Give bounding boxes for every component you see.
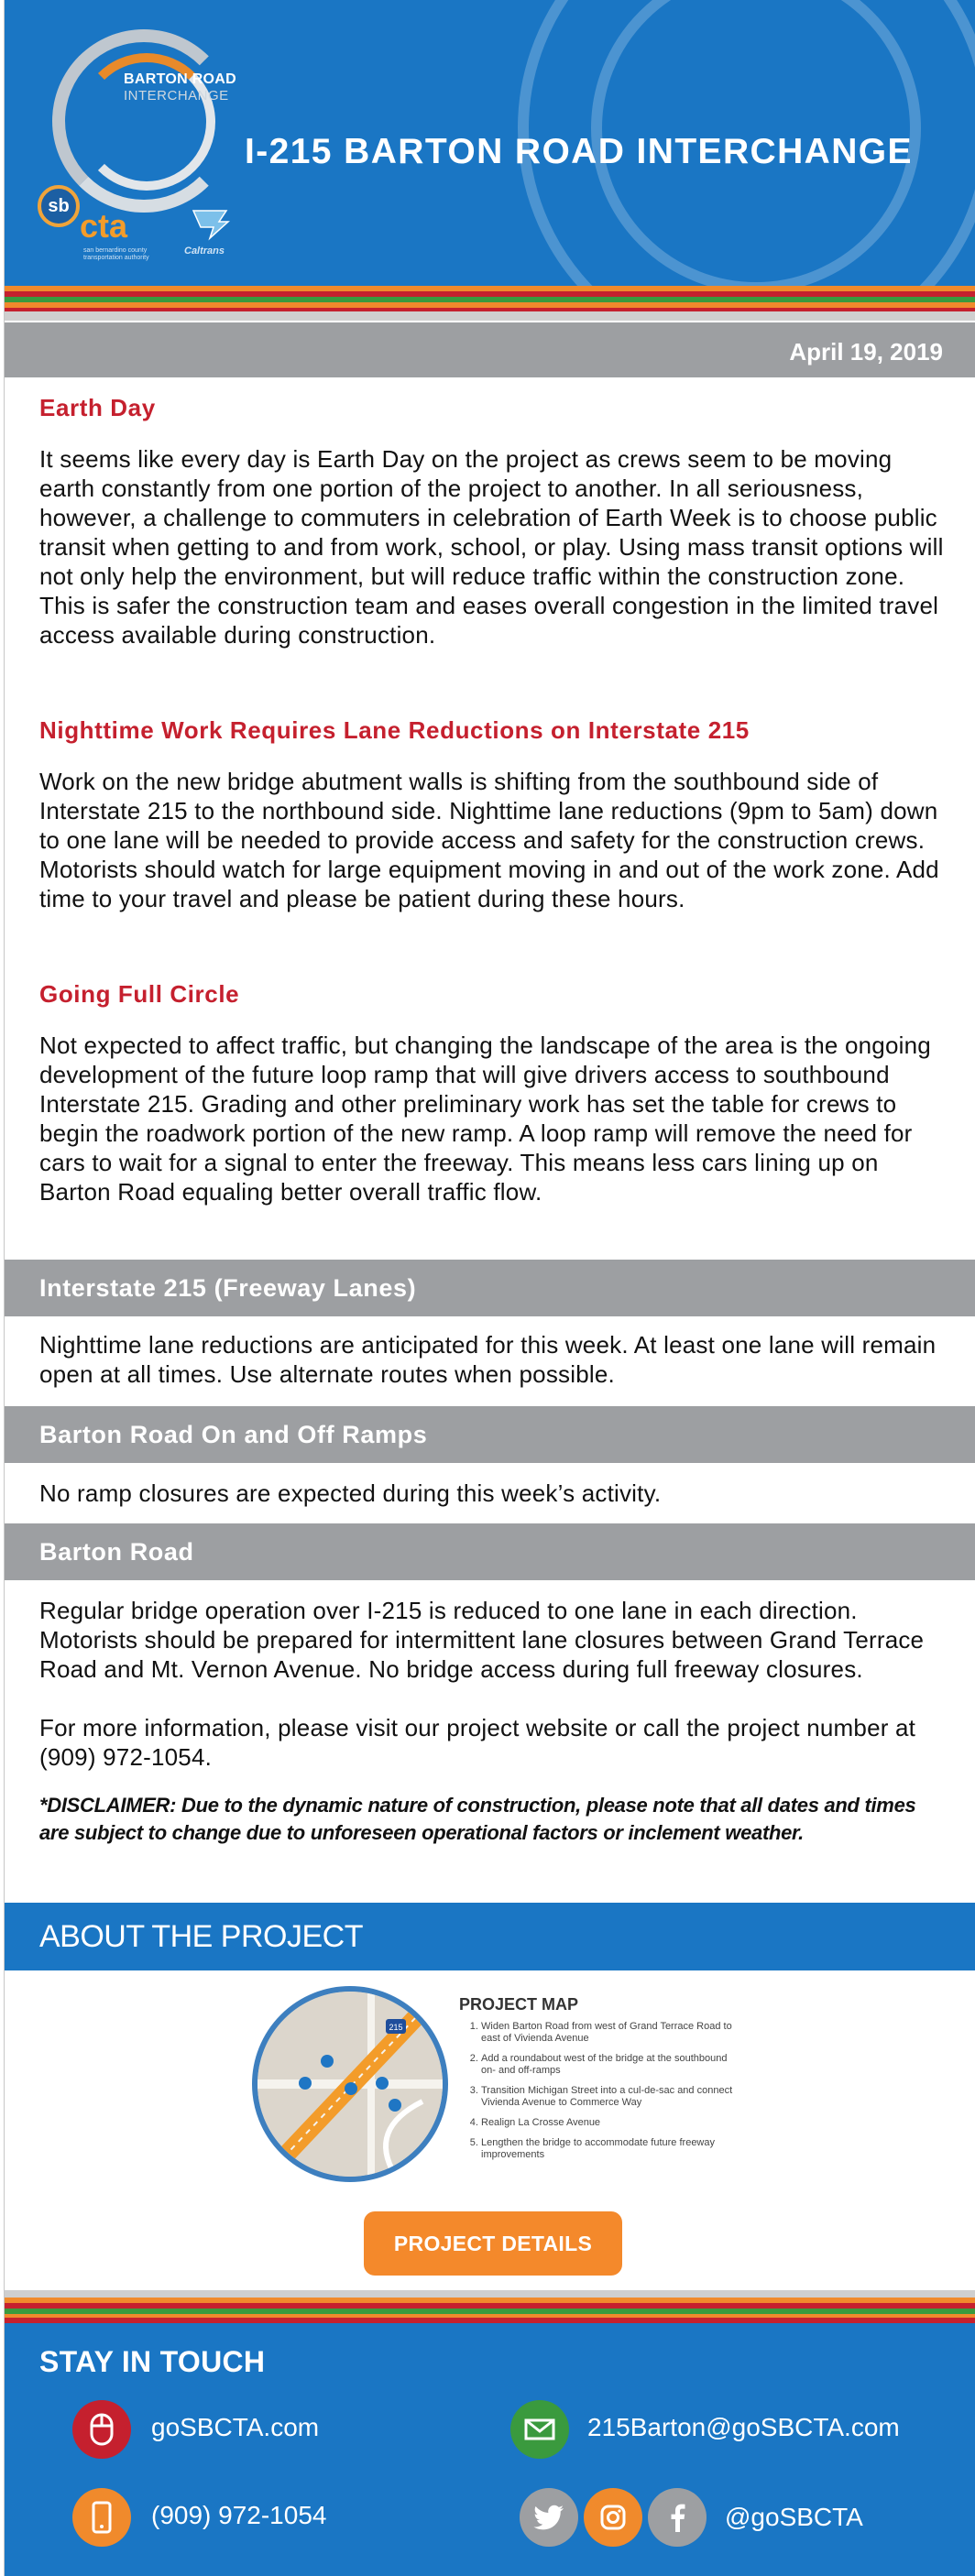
band-content — [39, 1596, 947, 1847]
map-marker — [321, 2055, 334, 2068]
email-link[interactable]: 215Barton@goSBCTA.com — [587, 2413, 900, 2441]
band-body: No ramp closures are expected during this week’s activity. — [39, 1479, 662, 1507]
project-map-image — [252, 1986, 448, 2182]
map-legend-item: 2. Add a roundabout west of the bridge at the southbound on- and off-ramps — [481, 2053, 734, 2077]
article — [39, 394, 947, 649]
mouse-icon[interactable] — [72, 2400, 131, 2459]
map-marker — [376, 2077, 389, 2090]
date-band — [5, 322, 975, 377]
map-marker — [345, 2082, 357, 2095]
logo-line1: BARTON ROAD — [124, 71, 237, 87]
map-legend-item: 4. Realign La Crosse Avenue — [481, 2117, 734, 2129]
caltrans-logo-text: Caltrans — [184, 246, 225, 257]
section-band-freeway — [5, 1260, 975, 1316]
social-handle[interactable]: @goSBCTA — [725, 2503, 863, 2531]
project-map-graphic — [257, 1992, 443, 2177]
section-band-title: Barton Road On and Off Ramps — [39, 1421, 428, 1448]
footer — [5, 2323, 975, 2576]
section-band-title: Barton Road — [39, 1538, 194, 1566]
phone-icon[interactable] — [72, 2488, 131, 2547]
article-body: Not expected to affect traffic, but changing the landscape of the area is the ongoing development of the future loop ramp that will give drivers access to southbound Interstate 215. Grading and other preliminary work has set the table for crews to begin the roadwork portion of the new ramp. A loop ramp will remove the need for cars to wait for a signal to enter the freeway. This means less cars lining up on Barton Road equaling better overall traffic flow. — [39, 1031, 931, 1206]
section-band-title: Interstate 215 (Freeway Lanes) — [39, 1274, 417, 1302]
map-legend-item: 3. Transition Michigan Street into a cul-de-sac and connect Vivienda Avenue to Commerce Way — [481, 2085, 734, 2109]
project-details-button[interactable]: PROJECT DETAILS — [364, 2211, 622, 2276]
band-content — [39, 1330, 947, 1389]
band-content — [39, 1479, 947, 1508]
sbcta-logo-subtext: san bernardino county transportation authority — [83, 247, 149, 261]
mail-icon[interactable] — [510, 2400, 569, 2459]
section-band-ramps — [5, 1406, 975, 1463]
article-heading: Going Full Circle — [39, 980, 240, 1008]
issue-date: April 19, 2019 — [789, 338, 943, 366]
logo-line2: INTERCHANGE — [124, 88, 229, 104]
caltrans-logo-icon — [186, 205, 234, 242]
about-band — [5, 1903, 975, 1970]
map-legend-item: 1. Widen Barton Road from west of Grand Terrace Road to east of Vivienda Avenue — [481, 2021, 734, 2045]
instagram-icon[interactable] — [584, 2488, 642, 2547]
article-heading: Earth Day — [39, 394, 156, 421]
interstate-shield-label: 215 — [389, 2023, 403, 2032]
article-body: It seems like every day is Earth Day on the project as crews seem to be moving earth constantly from one portion of the project to another. In all seriousness, however, a challenge to commuters in celebration of Earth Week is to choose public transit when getting to and from work, school, or play. Using mass transit options will not only help the environment, but will reduce traffic within the construction zone. This is safer the construction team and eases overall congestion in the limited travel access available during construction. — [39, 445, 944, 649]
sbcta-logo-text: cta — [80, 207, 128, 245]
color-stripes — [5, 286, 975, 321]
phone-link[interactable]: (909) 972-1054 — [151, 2501, 327, 2529]
color-stripes — [5, 2290, 975, 2323]
section-band-barton-road — [5, 1523, 975, 1580]
map-marker — [389, 2099, 401, 2112]
band-body: Nighttime lane reductions are anticipated for this week. At least one lane will remain open at all times. Use alternate routes when possible. — [39, 1331, 937, 1388]
map-legend-list — [468, 2021, 734, 2169]
article — [39, 980, 947, 1206]
newsletter — [4, 0, 975, 2576]
stay-in-touch-heading: STAY IN TOUCH — [39, 2345, 266, 2378]
map-marker — [299, 2077, 312, 2090]
more-info-text: For more information, please visit our project website or call the project number at (909) 972-1054. — [39, 1714, 916, 1771]
map-title: PROJECT MAP — [459, 1995, 579, 2014]
website-link[interactable]: goSBCTA.com — [151, 2413, 320, 2441]
page-title: I-215 BARTON ROAD INTERCHANGE — [245, 132, 913, 171]
sbcta-logo-icon: sb — [38, 185, 80, 227]
band-body: Regular bridge operation over I-215 is reduced to one lane in each direction. Motorists should be prepared for intermittent lane closures between Grand Terrace Road and Mt. Vernon Avenue. No bridge access during full freeway closures. — [39, 1597, 925, 1683]
about-heading: ABOUT THE PROJECT — [39, 1919, 363, 1954]
twitter-icon[interactable] — [520, 2488, 578, 2547]
article-body: Work on the new bridge abutment walls is shifting from the southbound side of Interstate 215 to the northbound side. Nighttime lane reductions (9pm to 5am) down to one lane will be needed to provide access and safety for the construction crews. Motorists should watch for large equipment moving in and out of the work zone. Add time to your travel and please be patient during these hours. — [39, 768, 939, 912]
map-legend-item: 5. Lengthen the bridge to accommodate future freeway improvements — [481, 2137, 734, 2161]
header-banner — [5, 0, 975, 286]
article-heading: Nighttime Work Requires Lane Reductions on Interstate 215 — [39, 716, 750, 744]
article — [39, 716, 947, 913]
facebook-icon[interactable] — [648, 2488, 707, 2547]
disclaimer: *DISCLAIMER: Due to the dynamic nature of construction, please note that all dates and times are subject to change due to unforeseen operational factors or inclement weather. — [39, 1794, 916, 1844]
